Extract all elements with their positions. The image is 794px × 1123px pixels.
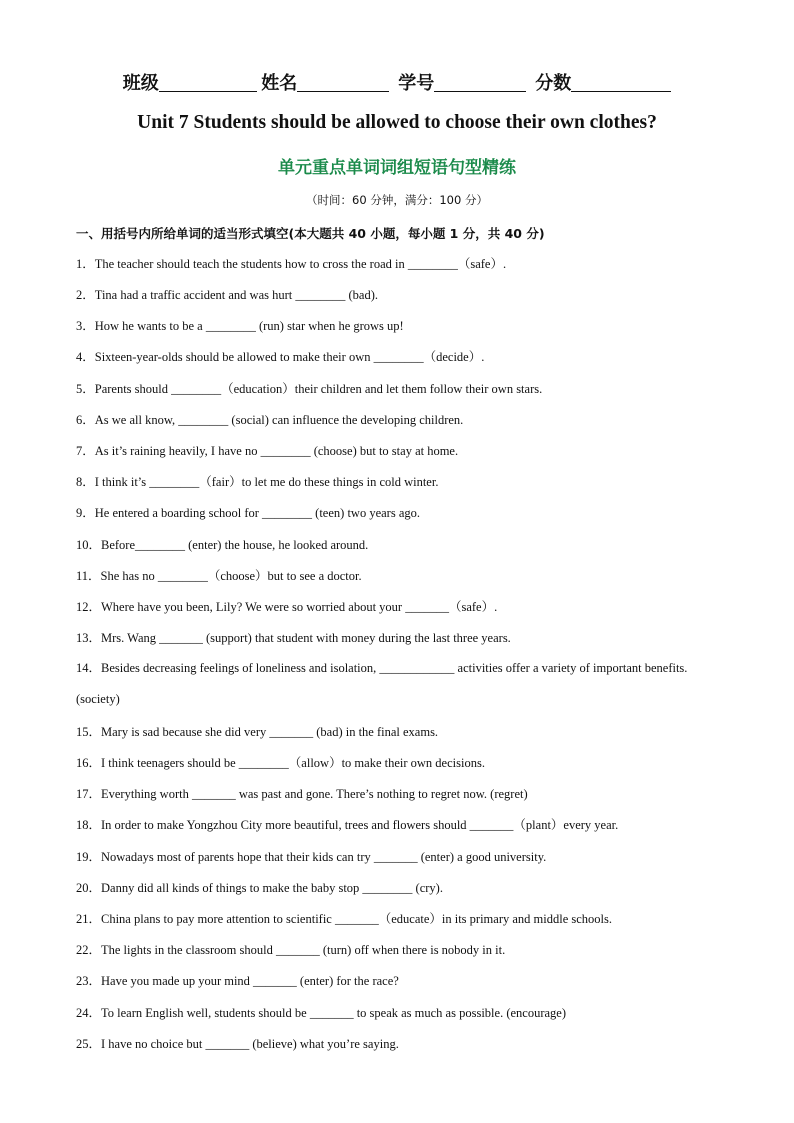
score-blank[interactable] <box>571 73 671 92</box>
page-subtitle: 单元重点单词词组短语句型精练 <box>278 158 516 178</box>
question-item: 10．Before________ (enter) the house, he looked around. <box>76 538 369 552</box>
question-item: 16．I think teenagers should be ________（allow）to make their own decisions. <box>76 756 485 770</box>
question-item: 21．China plans to pay more attention to scientific _______（educate）in its primary and middle schools. <box>76 912 613 926</box>
name-label: 姓名 <box>261 73 298 93</box>
question-item: 9．He entered a boarding school for ________ (teen) two years ago. <box>76 506 420 520</box>
question-item: 3．How he wants to be a ________ (run) star when he grows up! <box>76 319 404 333</box>
question-item: 20．Danny did all kinds of things to make the baby stop ________ (cry). <box>76 881 443 895</box>
question-item: 6．As we all know, ________ (social) can influence the developing children. <box>76 413 464 427</box>
page-title: Unit 7 Students should be allowed to choose their own clothes? <box>137 112 657 133</box>
score-label: 分数 <box>535 73 572 93</box>
question-item: 1．The teacher should teach the students how to cross the road in ________（safe）. <box>76 257 507 271</box>
class-label: 班级 <box>122 73 159 93</box>
question-item: 14．Besides decreasing feelings of loneliness and isolation, ____________ activities offer a variety of important benefits. (society) <box>76 661 688 706</box>
question-item: 5．Parents should ________（education）their children and let them follow their own stars. <box>76 382 543 396</box>
question-item: 25．I have no choice but _______ (believe) what you’re saying. <box>76 1037 399 1051</box>
question-item: 22．The lights in the classroom should _______ (turn) off when there is nobody in it. <box>76 943 506 957</box>
student-id-blank[interactable] <box>434 73 526 92</box>
question-item: 23．Have you made up your mind _______ (enter) for the race? <box>76 974 399 988</box>
question-item: 8．I think it’s ________（fair）to let me do these things in cold winter. <box>76 475 439 489</box>
name-blank[interactable] <box>297 73 389 92</box>
question-item: 18．In order to make Yongzhou City more beautiful, trees and flowers should _______（plant）every year. <box>76 818 619 832</box>
question-item: 15．Mary is sad because she did very _______ (bad) in the final exams. <box>76 725 439 739</box>
question-item: 12．Where have you been, Lily? We were so worried about your _______（safe）. <box>76 600 498 614</box>
time-info: （时间：60 分钟，满分：100 分） <box>306 193 488 207</box>
question-item: 4．Sixteen-year-olds should be allowed to make their own ________（decide）. <box>76 350 485 364</box>
question-item: 7．As it’s raining heavily, I have no ________ (choose) but to stay at home. <box>76 444 459 458</box>
question-item: 2．Tina had a traffic accident and was hurt ________ (bad). <box>76 288 379 302</box>
question-item: 13．Mrs. Wang _______ (support) that student with money during the last three years. <box>76 631 511 645</box>
question-item: 17．Everything worth _______ was past and gone. There’s nothing to regret now. (regret) <box>76 787 528 801</box>
class-blank[interactable] <box>159 73 257 92</box>
section-heading: 一、用括号内所给单词的适当形式填空(本大题共 40 小题，每小题 1 分，共 40 分) <box>76 226 545 241</box>
question-item: 11．She has no ________（choose）but to see a doctor. <box>76 569 362 583</box>
question-item: 24．To learn English well, students should be _______ to speak as much as possible. (encourage) <box>76 1006 567 1020</box>
student-id-label: 学号 <box>398 73 435 93</box>
question-item: 19．Nowadays most of parents hope that their kids can try _______ (enter) a good university. <box>76 850 547 864</box>
student-info-line <box>0 69 794 95</box>
